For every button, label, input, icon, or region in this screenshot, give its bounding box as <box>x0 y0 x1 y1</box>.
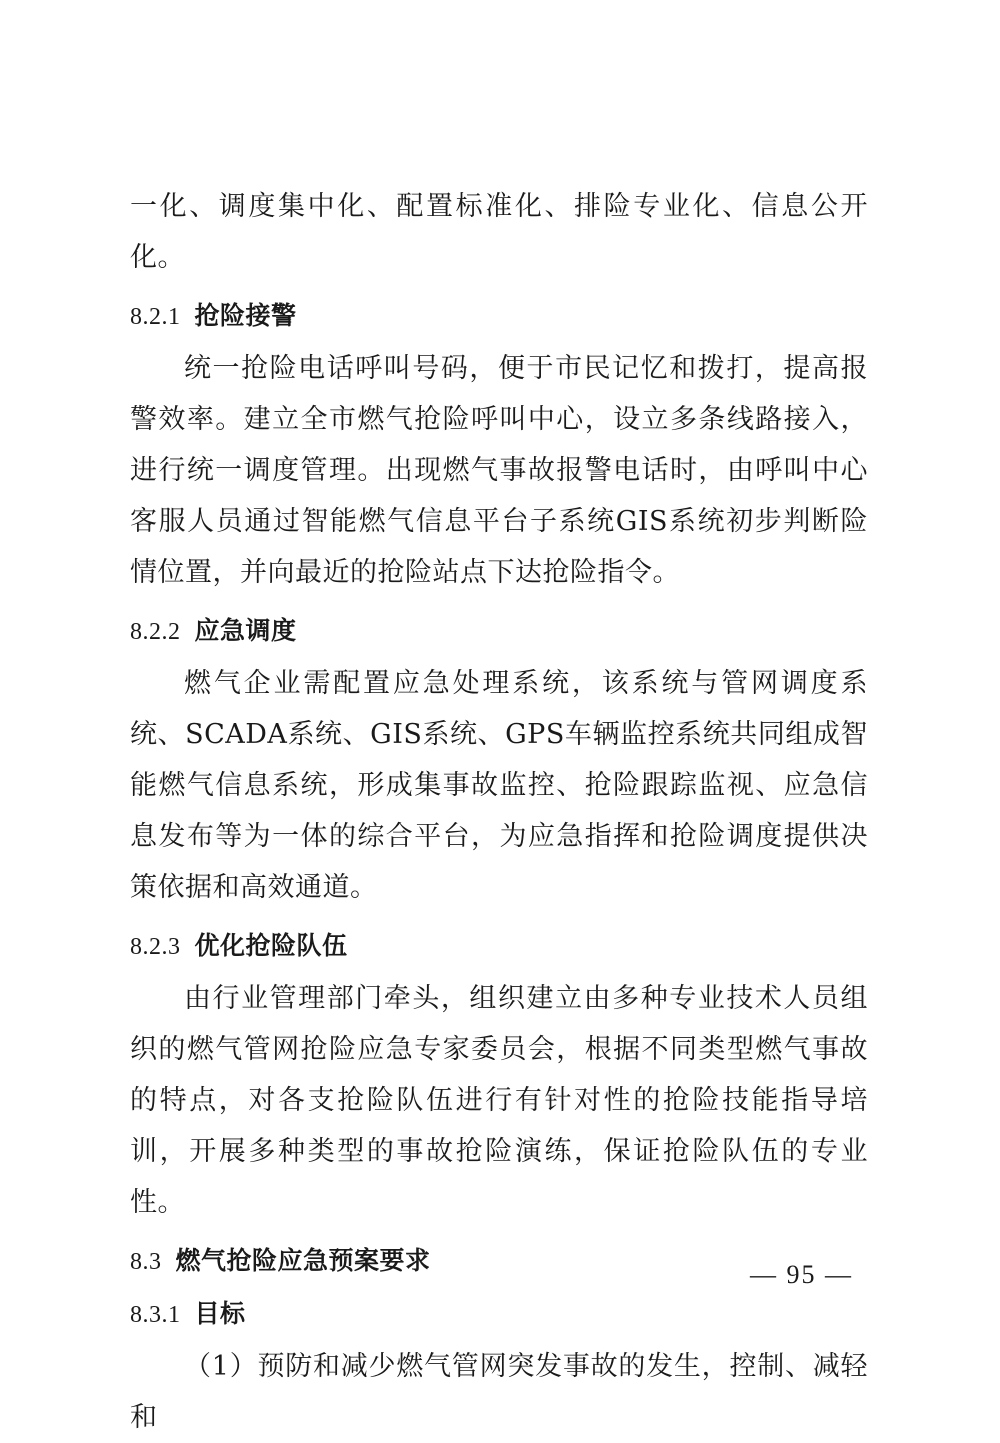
section-number: 8.2.2 <box>130 619 181 645</box>
section-title: 应急调度 <box>194 616 297 645</box>
section-number: 8.2.1 <box>130 304 181 330</box>
section-heading-8-2-3 <box>130 920 868 973</box>
section-heading-8-3-1 <box>130 1288 868 1341</box>
section-heading-8-2-2 <box>130 605 868 658</box>
paragraph-8-2-3: 由行业管理部门牵头，组织建立由多种专业技术人员组织的燃气管网抢险应急专家委员会，根据不同类型燃气事故的特点，对各支抢险队伍进行有针对性的抢险技能指导培训，开展多种类型的事故抢险演练，保证抢险队伍的专业性。 <box>130 983 868 1218</box>
section-title: 优化抢险队伍 <box>194 931 348 960</box>
paragraph-8-2-1: 统一抢险电话呼叫号码，便于市民记忆和拨打，提高报警效率。建立全市燃气抢险呼叫中心，设立多条线路接入，进行统一调度管理。出现燃气事故报警电话时，由呼叫中心客服人员通过智能燃气信息平台子系统GIS系统初步判断险情位置，并向最近的抢险站点下达抢险指令。 <box>130 353 868 588</box>
paragraph-8-3-1: （1）预防和减少燃气管网突发事故的发生，控制、减轻和 <box>130 1351 868 1433</box>
section-title: 抢险接警 <box>194 301 297 330</box>
section-number: 8.3.1 <box>130 1302 181 1328</box>
section-title: 目标 <box>194 1299 246 1328</box>
section-number: 8.3 <box>130 1249 162 1275</box>
document-body <box>130 181 868 1443</box>
section-number: 8.2.3 <box>130 934 181 960</box>
section-heading-8-2-1 <box>130 290 868 343</box>
paragraph-continuation: 一化、调度集中化、配置标准化、排险专业化、信息公开化。 <box>130 191 868 273</box>
paragraph-8-2-2: 燃气企业需配置应急处理系统，该系统与管网调度系统、SCADA系统、GIS系统、GPS车辆监控系统共同组成智能燃气信息系统，形成集事故监控、抢险跟踪监视、应急信息发布等为一体的综合平台，为应急指挥和抢险调度提供决策依据和高效通道。 <box>130 668 868 903</box>
page-number: — 95 — <box>750 1260 853 1289</box>
section-title: 燃气抢险应急预案要求 <box>175 1246 431 1275</box>
